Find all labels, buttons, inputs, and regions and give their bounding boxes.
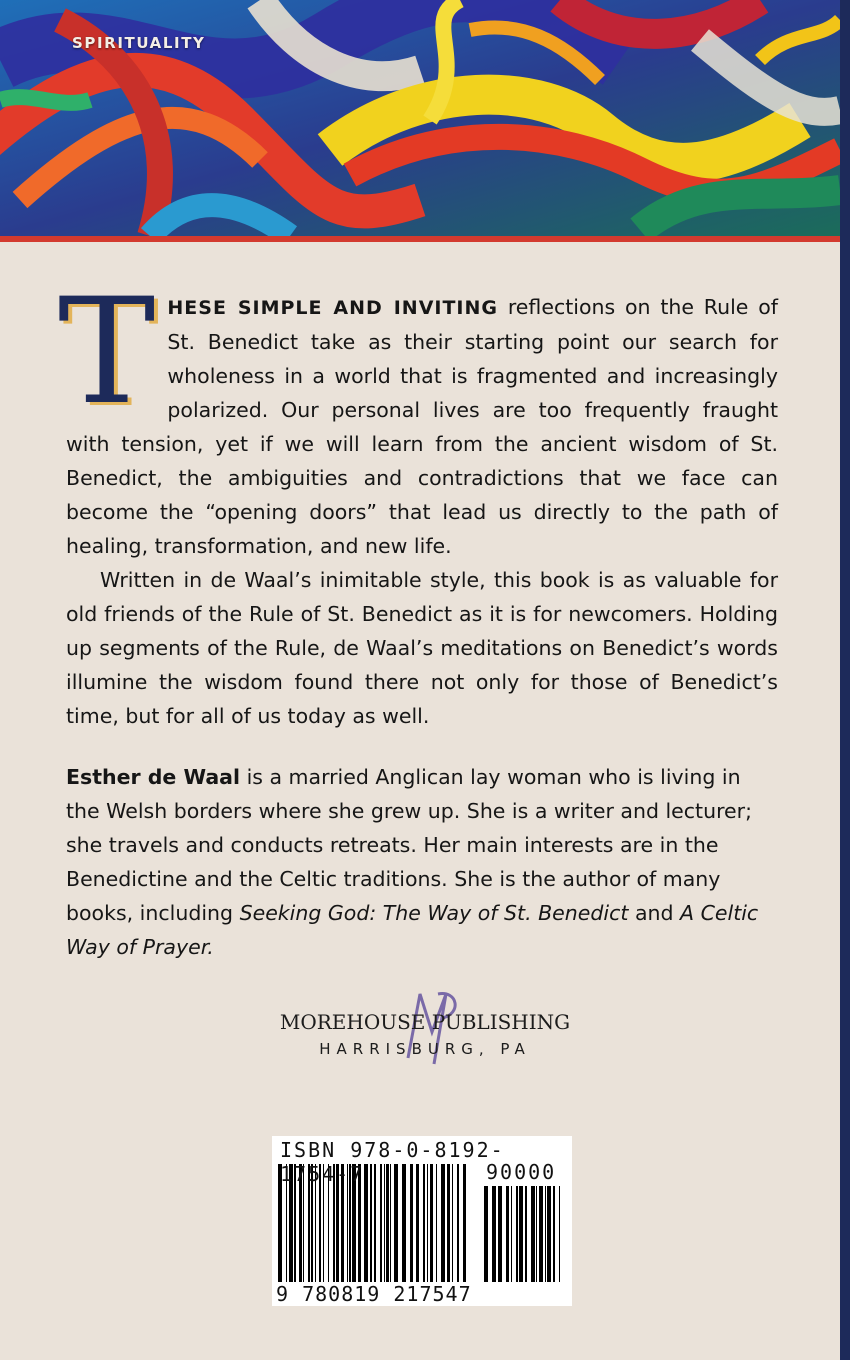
blurb-paragraph-1-text: reflections on the Rule of St. Benedict take as their starting point our search for wholeness in a world that is fragmented and increasingly polarized. Our personal lives are too frequently fraught with tension, yet if we will learn from the ancient wisdom of St. Benedict, the ambiguities and contradictions that we face can become the “opening doors” that lead us directly to the path of healing, transformation, and new life. [66,295,778,558]
blurb-lead-in: HESE SIMPLE AND INVITING [167,297,499,319]
category-label: SPIRITUALITY [72,34,206,52]
header-divider [0,236,840,242]
abstract-painting-header [0,0,840,236]
bio-text-1: is a married Anglican lay woman who is living in the Welsh borders where she grew up. She is a writer and lecturer; she travels and conducts retreats. Her main interests are in the Benedictine and the Celtic traditions. She is the author of many books, including [66,765,753,925]
publisher-name: MOREHOUSE PUBLISHING [279,1010,571,1034]
book-title-2: A Celtic Way of Prayer. [66,901,759,959]
publisher-block [240,980,610,1070]
isbn-number: ISBN 978-0-8192-1754-7 [280,1138,505,1186]
blurb-paragraph-2: Written in de Waal’s inimitable style, this book is as valuable for old friends of the Rule of St. Benedict as it is for newcomers. Holding up segments of the Rule, de Waal’s meditations on Benedict’s words illumine the wisdom found there not only for those of Benedict’s time, but for all of us today as well. [66,568,778,728]
blurb [58,267,778,733]
author-bio [66,760,778,964]
drop-cap: T [58,267,156,437]
spine-edge [840,0,850,1360]
ean-digits: 9 780819 217547 [276,1282,472,1306]
isbn-barcode [272,1136,572,1306]
author-name: Esther de Waal [66,765,241,789]
publisher-city: HARRISBURG, PA [319,1040,531,1058]
price-addon-code: 90000 [486,1160,557,1184]
blurb-paragraph-1 [58,267,778,563]
bio-text-2: and [628,901,681,925]
book-title-1: Seeking God: The Way of St. Benedict [239,901,629,925]
